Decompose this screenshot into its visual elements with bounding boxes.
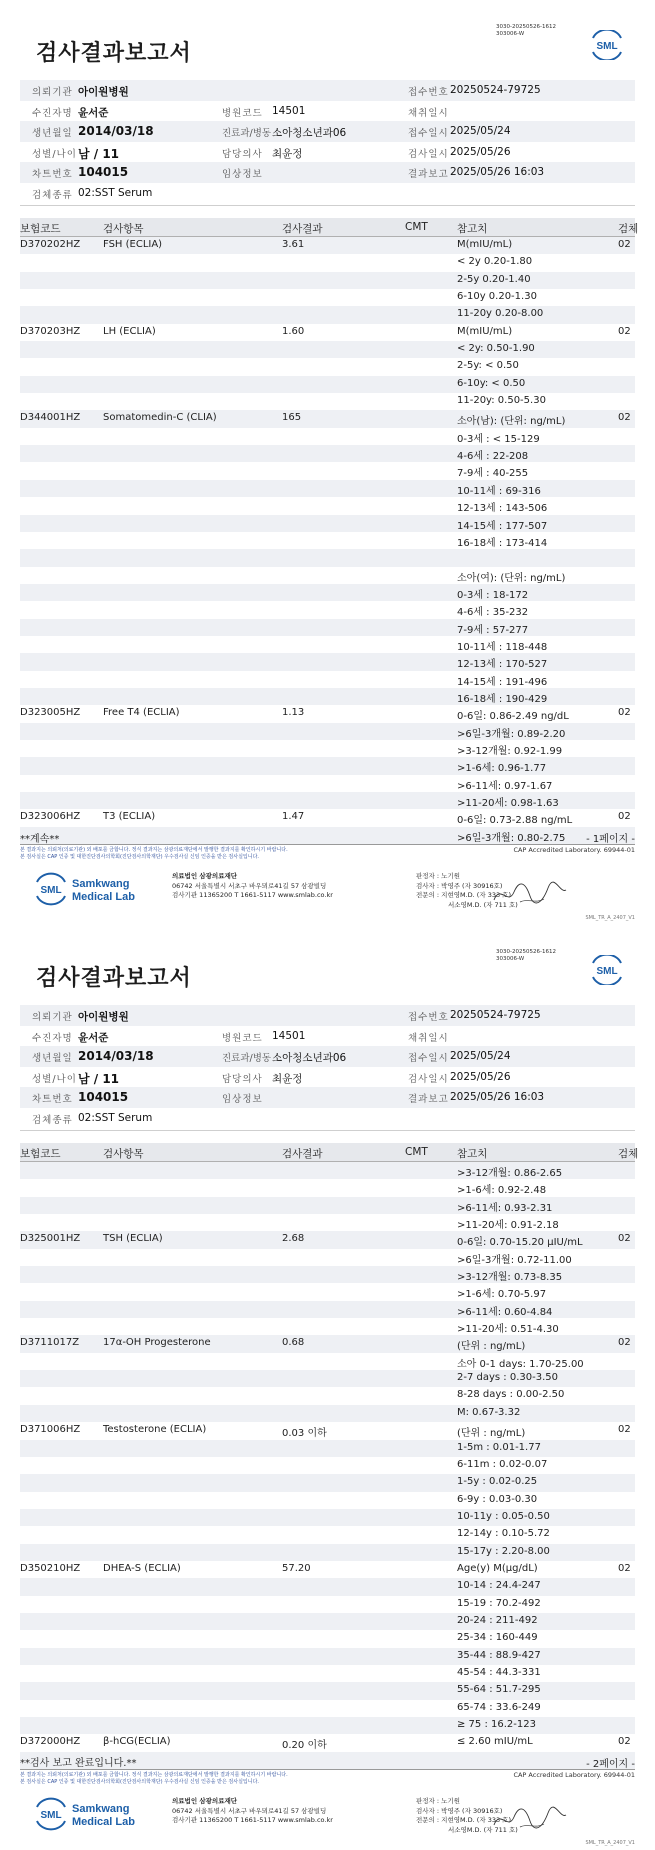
doctor-label: 담당의사 xyxy=(222,148,263,160)
table-row xyxy=(20,1179,635,1196)
table-row xyxy=(20,1648,635,1665)
table-row xyxy=(20,809,635,826)
received-label: 접수일시 xyxy=(408,128,449,139)
results-table xyxy=(20,237,635,844)
specimen-code: 02 xyxy=(618,325,631,337)
table-row xyxy=(20,1197,635,1214)
reference-range: 소아 0-1 days: 1.70-25.00 xyxy=(457,1358,584,1370)
reference-range: 14-15세 : 191-496 xyxy=(457,676,548,688)
table-row xyxy=(20,601,635,618)
receipt-no-label: 접수번호 xyxy=(408,1012,449,1023)
sml-logo-icon xyxy=(590,955,624,985)
table-row xyxy=(20,341,635,358)
footer-notes: 본 결과지는 의뢰처(의료기관) 외 배포를 금합니다. 정식 결과지는 삼광의료재단에서 발행한 결과지를 확인하시기 바랍니다. 본 검사실은 CAP 인증 및 대한진단검사의학회(진단검사의학재단) 우수검사실 신임 인증을 받은 검사실입니다. xyxy=(20,1772,288,1785)
reference-range: 10-11세 : 69-316 xyxy=(457,485,541,497)
table-row xyxy=(20,688,635,705)
table-row xyxy=(20,497,635,514)
report-footer xyxy=(20,830,635,921)
table-row xyxy=(20,792,635,809)
samkwang-logo-icon xyxy=(34,872,144,906)
table-row xyxy=(20,1370,635,1387)
reference-range: >6-11세: 0.97-1.67 xyxy=(457,780,553,792)
patient-label: 수진자명 xyxy=(32,107,73,119)
institution-label: 의뢰기관 xyxy=(32,87,73,98)
specimen-label: 검체종류 xyxy=(32,189,73,201)
table-row xyxy=(20,636,635,653)
institution-label: 의뢰기관 xyxy=(32,1012,73,1023)
divider xyxy=(20,205,635,206)
receipt-no-value: 20250524-79725 xyxy=(450,84,541,96)
footer-notes: 본 결과지는 의뢰처(의료기관) 외 배포를 금합니다. 정식 결과지는 삼광의료재단에서 발행한 결과지를 확인하시기 바랍니다. 본 검사실은 CAP 인증 및 대한진단검사의학회(진단검사의학재단) 우수검사실 신임 인증을 받은 검사실입니다. xyxy=(20,847,288,860)
reference-range: 6-10y 0.20-1.30 xyxy=(457,291,537,303)
test-code: D372000HZ xyxy=(20,1736,81,1748)
reference-range: 8-28 days : 0.00-2.50 xyxy=(457,1389,565,1401)
reference-range: 7-9세 : 40-255 xyxy=(457,468,529,480)
table-row xyxy=(20,1353,635,1370)
table-row xyxy=(20,1596,635,1613)
hosp-code-value: 14501 xyxy=(272,104,306,117)
svg-text:SML: SML xyxy=(40,885,62,896)
cap-accreditation: CAP Accredited Laboratory. 69944-01 xyxy=(513,846,635,854)
chart-value: 104015 xyxy=(78,1090,129,1104)
page-number: - 2페이지 - xyxy=(586,1759,635,1770)
reference-range: >6일-3개월: 0.80-2.75 xyxy=(457,832,566,844)
reference-range: 0-6일: 0.73-2.88 ng/mL xyxy=(457,815,573,827)
table-row xyxy=(20,1682,635,1699)
reference-range: 2-7 days : 0.30-3.50 xyxy=(457,1372,558,1384)
reference-range: (단위 : ng/mL) xyxy=(457,1428,526,1440)
svg-text:Samkwang: Samkwang xyxy=(72,1803,130,1815)
table-row xyxy=(20,306,635,323)
reported-value: 2025/05/26 16:03 xyxy=(450,166,545,178)
form-version: SML_TR_A_2407_V1 xyxy=(585,1840,635,1846)
test-code: D344001HZ xyxy=(20,412,81,424)
samkwang-logo xyxy=(34,1797,144,1835)
table-row xyxy=(20,480,635,497)
sex-age-label: 성별/나이 xyxy=(32,148,77,160)
table-row xyxy=(20,358,635,375)
results-header xyxy=(20,218,639,237)
report-footer xyxy=(20,1755,635,1846)
chart-label: 차트번호 xyxy=(32,1094,73,1105)
col-spec-header: 검체 xyxy=(618,1148,639,1160)
table-row xyxy=(20,1440,635,1457)
hosp-code-label: 병원코드 xyxy=(222,1032,263,1044)
reference-range: 10-14 : 24.4-247 xyxy=(457,1580,541,1592)
test-result: 1.13 xyxy=(282,707,305,719)
reference-range: 0-3세 : < 15-129 xyxy=(457,433,540,445)
table-row xyxy=(20,619,635,636)
table-row xyxy=(20,567,635,584)
table-row xyxy=(20,237,635,254)
specimen-code: 02 xyxy=(618,1562,631,1574)
reference-range: (단위 : ng/mL) xyxy=(457,1341,526,1353)
doc-code: 3030-20250526-1612 303006-W xyxy=(496,949,556,962)
test-code: **검사 보고 완료입니다.** xyxy=(20,1757,137,1769)
patient-info xyxy=(20,80,635,203)
table-row xyxy=(20,462,635,479)
reference-range: 소아(남): (단위: ng/mL) xyxy=(457,416,566,428)
test-result: 57.20 xyxy=(282,1562,311,1574)
reference-range: 소아(여): (단위: ng/mL) xyxy=(457,572,566,584)
sex-age-value: 남 / 11 xyxy=(78,146,120,161)
table-row xyxy=(20,289,635,306)
signatures: 판정자 : 노기원 검사자 : 박영주 (자 30916호) 전문의 : 지현영M.D. (자 333 호) 서소영M.D. (자 711 호) xyxy=(416,872,518,909)
collect-label: 채취일시 xyxy=(408,1032,449,1044)
table-row xyxy=(20,1544,635,1561)
reference-range: 12-13세 : 170-527 xyxy=(457,659,548,671)
sml-logo-icon xyxy=(590,30,624,60)
signature-icon xyxy=(490,880,570,908)
table-row xyxy=(20,445,635,462)
reference-range: 16-18세 : 173-414 xyxy=(457,537,548,549)
table-row xyxy=(20,705,635,722)
reference-range: >6일-3개월: 0.89-2.20 xyxy=(457,728,566,740)
svg-text:SML: SML xyxy=(596,41,618,52)
reference-range: 0-3세 : 18-172 xyxy=(457,589,529,601)
reported-label: 결과보고 xyxy=(408,1094,449,1105)
tested-value: 2025/05/26 xyxy=(450,145,511,158)
table-row xyxy=(20,1509,635,1526)
specimen-label: 검체종류 xyxy=(32,1114,73,1126)
divider xyxy=(20,1130,635,1131)
reference-range: 14-15세 : 177-507 xyxy=(457,520,548,532)
table-row xyxy=(20,532,635,549)
test-name: Testosterone (ECLIA) xyxy=(103,1424,207,1436)
received-value: 2025/05/24 xyxy=(450,125,511,137)
footer-divider xyxy=(20,844,635,845)
table-row xyxy=(20,1630,635,1647)
report-title: 검사결과보고서 xyxy=(36,41,192,66)
test-code: D323006HZ xyxy=(20,811,81,823)
reference-range: 10-11세 : 118-448 xyxy=(457,641,548,653)
reference-range: 0-6일: 0.86-2.49 ng/dL xyxy=(457,711,569,723)
test-name: TSH (ECLIA) xyxy=(103,1233,163,1245)
table-row xyxy=(20,1613,635,1630)
received-label: 접수일시 xyxy=(408,1053,449,1064)
table-row xyxy=(20,723,635,740)
table-row xyxy=(20,1700,635,1717)
table-row xyxy=(20,1526,635,1543)
table-row xyxy=(20,1474,635,1491)
institution-value: 아이원병원 xyxy=(78,86,129,98)
test-result: 0.68 xyxy=(282,1337,305,1349)
col-result-header: 검사결과 xyxy=(282,223,323,235)
reference-range: 2-5y: < 0.50 xyxy=(457,360,519,372)
specimen-code: 02 xyxy=(618,707,631,719)
specimen-code: 02 xyxy=(618,1337,631,1349)
reference-range: 15-19 : 70.2-492 xyxy=(457,1597,541,1609)
reference-range: >3-12개월: 0.86-2.65 xyxy=(457,1168,563,1179)
reference-range: 7-9세 : 57-277 xyxy=(457,624,529,636)
test-code: D323005HZ xyxy=(20,707,81,719)
specimen-code: 02 xyxy=(618,811,631,823)
svg-text:Medical Lab: Medical Lab xyxy=(72,1816,135,1828)
reference-range: >3-12개월: 0.73-8.35 xyxy=(457,1272,563,1284)
table-row xyxy=(20,1387,635,1404)
clinical-label: 임상정보 xyxy=(222,1094,263,1105)
dept-value: 소아청소년과06 xyxy=(272,1052,347,1064)
tested-value: 2025/05/26 xyxy=(450,1070,511,1083)
reference-range: 55-64 : 51.7-295 xyxy=(457,1684,541,1696)
table-row xyxy=(20,1335,635,1352)
reference-range: 6-10y: < 0.50 xyxy=(457,377,526,389)
reference-range: 11-20y 0.20-8.00 xyxy=(457,308,544,320)
test-name: 17α-OH Progesterone xyxy=(103,1337,211,1349)
test-code: D370202HZ xyxy=(20,239,81,250)
table-row xyxy=(20,515,635,532)
reference-range: 35-44 : 88.9-427 xyxy=(457,1649,541,1661)
results-header xyxy=(20,1143,639,1162)
test-name: β-hCG(ECLIA) xyxy=(103,1736,171,1748)
test-name: Free T4 (ECLIA) xyxy=(103,707,180,719)
reference-range: < 2y 0.20-1.80 xyxy=(457,256,533,268)
tested-label: 검사일시 xyxy=(408,148,449,160)
test-code: D3711017Z xyxy=(20,1337,80,1349)
reference-range: ≥ 75 : 16.2-123 xyxy=(457,1719,536,1730)
test-name: DHEA-S (ECLIA) xyxy=(103,1562,181,1574)
table-row xyxy=(20,272,635,289)
dept-label: 진료과/병동 xyxy=(222,1053,272,1064)
test-name: FSH (ECLIA) xyxy=(103,239,163,250)
results-table xyxy=(20,1162,635,1769)
form-version: SML_TR_A_2407_V1 xyxy=(585,915,635,921)
reference-range: >3-12개월: 0.92-1.99 xyxy=(457,745,563,757)
table-row xyxy=(20,1301,635,1318)
reported-value: 2025/05/26 16:03 xyxy=(450,1091,545,1103)
table-row xyxy=(20,1405,635,1422)
table-row xyxy=(20,653,635,670)
sex-age-label: 성별/나이 xyxy=(32,1073,77,1085)
table-row xyxy=(20,1266,635,1283)
institution-value: 아이원병원 xyxy=(78,1011,129,1023)
col-cmt-header: CMT xyxy=(405,1146,428,1158)
reference-range: 4-6세 : 35-232 xyxy=(457,607,529,619)
col-spec-header: 검체 xyxy=(618,223,639,235)
test-result: 0.20 이하 xyxy=(282,1740,327,1752)
reference-range: 12-14y : 0.10-5.72 xyxy=(457,1528,550,1540)
table-row xyxy=(20,254,635,271)
reference-range: >11-20세: 0.91-2.18 xyxy=(457,1220,559,1232)
signature-icon xyxy=(490,1805,570,1833)
sex-age-value: 남 / 11 xyxy=(78,1071,120,1086)
lab-address: 의료법인 삼광의료재단 06742 서울특별시 서초구 바우뫼로41길 57 삼광빌딩 검사기관 11365200 T 1661-5117 www.smlab.co.kr xyxy=(172,1797,333,1824)
reference-range: 12-13세 : 143-506 xyxy=(457,503,548,515)
table-row xyxy=(20,1318,635,1335)
table-row xyxy=(20,324,635,341)
patient-value: 윤서준 xyxy=(78,1031,109,1044)
reference-range: M: 0.67-3.32 xyxy=(457,1406,521,1418)
table-row xyxy=(20,549,635,566)
footer-divider xyxy=(20,1769,635,1770)
doctor-value: 최윤정 xyxy=(272,1072,303,1085)
dob-value: 2014/03/18 xyxy=(78,1049,154,1063)
test-result: 1.47 xyxy=(282,811,305,823)
reference-range: >1-6세: 0.92-2.48 xyxy=(457,1185,547,1197)
table-row xyxy=(20,1457,635,1474)
test-result: 165 xyxy=(282,412,302,424)
patient-label: 수진자명 xyxy=(32,1032,73,1044)
cap-accreditation: CAP Accredited Laboratory. 69944-01 xyxy=(513,1771,635,1779)
reference-range: >6-11세: 0.93-2.31 xyxy=(457,1202,553,1214)
dob-label: 생년월일 xyxy=(32,1053,73,1064)
test-result: 0.03 이하 xyxy=(282,1428,327,1440)
svg-text:SML: SML xyxy=(596,966,618,977)
reference-range: 0-6일: 0.70-15.20 μIU/mL xyxy=(457,1237,583,1249)
test-code: D325001HZ xyxy=(20,1233,81,1245)
reference-range: 4-6세 : 22-208 xyxy=(457,451,529,463)
table-row xyxy=(20,740,635,757)
report-title: 검사결과보고서 xyxy=(36,966,192,991)
reference-range: M(mIU/mL) xyxy=(457,325,513,337)
reference-range: >11-20세: 0.98-1.63 xyxy=(457,798,559,809)
reference-range: 10-11y : 0.05-0.50 xyxy=(457,1510,550,1522)
svg-text:Samkwang: Samkwang xyxy=(72,878,130,890)
hosp-code-label: 병원코드 xyxy=(222,107,263,119)
table-row xyxy=(20,1561,635,1578)
svg-text:SML: SML xyxy=(40,1810,62,1821)
reference-range: >1-6세: 0.96-1.77 xyxy=(457,763,547,775)
table-row xyxy=(20,1578,635,1595)
table-row xyxy=(20,393,635,410)
samkwang-logo xyxy=(34,872,144,910)
reference-range: 1-5y : 0.02-0.25 xyxy=(457,1476,538,1488)
reference-range: 45-54 : 44.3-331 xyxy=(457,1666,541,1678)
reference-range: 6-9y : 0.03-0.30 xyxy=(457,1493,538,1505)
specimen-code: 02 xyxy=(618,1233,631,1245)
col-code-header: 보험코드 xyxy=(20,223,61,235)
reference-range: 11-20y: 0.50-5.30 xyxy=(457,395,546,407)
svg-text:Medical Lab: Medical Lab xyxy=(72,891,135,903)
doc-code: 3030-20250526-1612 303006-W xyxy=(496,24,556,37)
patient-info xyxy=(20,1005,635,1128)
dept-label: 진료과/병동 xyxy=(222,128,272,139)
test-name: Somatomedin-C (CLIA) xyxy=(103,412,217,424)
specimen-code: 02 xyxy=(618,1736,631,1748)
chart-value: 104015 xyxy=(78,165,129,179)
specimen-value: 02:SST Serum xyxy=(78,186,153,199)
clinical-label: 임상정보 xyxy=(222,169,263,180)
receipt-no-label: 접수번호 xyxy=(408,87,449,98)
table-row xyxy=(20,584,635,601)
reference-range: ≤ 2.60 mIU/mL xyxy=(457,1736,533,1748)
table-row xyxy=(20,671,635,688)
table-row xyxy=(20,1734,635,1751)
col-name-header: 검사항목 xyxy=(103,223,144,235)
collect-label: 채취일시 xyxy=(408,107,449,119)
receipt-no-value: 20250524-79725 xyxy=(450,1009,541,1021)
test-name: T3 (ECLIA) xyxy=(103,811,156,823)
col-ref-header: 참고치 xyxy=(457,1148,488,1160)
table-row xyxy=(20,1422,635,1439)
col-cmt-header: CMT xyxy=(405,221,428,233)
received-value: 2025/05/24 xyxy=(450,1050,511,1062)
chart-label: 차트번호 xyxy=(32,169,73,180)
reference-range: 6-11m : 0.02-0.07 xyxy=(457,1458,548,1470)
reference-range: 2-5y 0.20-1.40 xyxy=(457,273,531,285)
signatures: 판정자 : 노기원 검사자 : 박영주 (자 30916호) 전문의 : 지현영M.D. (자 333 호) 서소영M.D. (자 711 호) xyxy=(416,1797,518,1834)
hosp-code-value: 14501 xyxy=(272,1029,306,1042)
specimen-value: 02:SST Serum xyxy=(78,1111,153,1124)
table-row xyxy=(20,757,635,774)
test-code: D371006HZ xyxy=(20,1424,81,1436)
specimen-code: 02 xyxy=(618,412,631,424)
specimen-code: 02 xyxy=(618,1424,631,1436)
table-row xyxy=(20,1214,635,1231)
continue-label: **계속** xyxy=(20,834,60,845)
table-row xyxy=(20,428,635,445)
reference-range: Age(y) M(μg/dL) xyxy=(457,1562,538,1574)
table-row xyxy=(20,1231,635,1248)
dept-value: 소아청소년과06 xyxy=(272,127,347,139)
table-row xyxy=(20,1492,635,1509)
dob-value: 2014/03/18 xyxy=(78,124,154,138)
dob-label: 생년월일 xyxy=(32,128,73,139)
reference-range: 16-18세 : 190-429 xyxy=(457,693,548,705)
table-row xyxy=(20,775,635,792)
test-result: 2.68 xyxy=(282,1233,305,1245)
table-row xyxy=(20,376,635,393)
reference-range: >1-6세: 0.70-5.97 xyxy=(457,1289,547,1301)
doctor-label: 담당의사 xyxy=(222,1073,263,1085)
reference-range: 1-5m : 0.01-1.77 xyxy=(457,1441,541,1453)
reference-range: >6-11세: 0.60-4.84 xyxy=(457,1306,553,1318)
samkwang-logo-icon xyxy=(34,1797,144,1831)
reference-range: 65-74 : 33.6-249 xyxy=(457,1701,541,1713)
col-code-header: 보험코드 xyxy=(20,1148,61,1160)
reference-range: 25-34 : 160-449 xyxy=(457,1632,538,1644)
specimen-code: 02 xyxy=(618,239,631,250)
patient-value: 윤서준 xyxy=(78,106,109,119)
reference-range: 20-24 : 211-492 xyxy=(457,1614,538,1626)
reference-range: M(mIU/mL) xyxy=(457,239,513,250)
col-name-header: 검사항목 xyxy=(103,1148,144,1160)
lab-address: 의료법인 삼광의료재단 06742 서울특별시 서초구 바우뫼로41길 57 삼광빌딩 검사기관 11365200 T 1661-5117 www.smlab.co.kr xyxy=(172,872,333,899)
reference-range: 15-17y : 2.20-8.00 xyxy=(457,1545,550,1557)
test-code: D350210HZ xyxy=(20,1562,81,1574)
report-page xyxy=(0,925,655,1850)
reference-range: >11-20세: 0.51-4.30 xyxy=(457,1324,559,1336)
table-row xyxy=(20,1162,635,1179)
col-result-header: 검사결과 xyxy=(282,1148,323,1160)
reference-range: < 2y: 0.50-1.90 xyxy=(457,343,535,355)
test-name: LH (ECLIA) xyxy=(103,325,156,337)
tested-label: 검사일시 xyxy=(408,1073,449,1085)
table-row xyxy=(20,410,635,427)
table-row xyxy=(20,1665,635,1682)
table-row xyxy=(20,1249,635,1266)
table-row xyxy=(20,1717,635,1734)
page-number: - 1페이지 - xyxy=(586,834,635,845)
reference-range: >6일-3개월: 0.72-11.00 xyxy=(457,1254,572,1266)
table-row xyxy=(20,1283,635,1300)
doctor-value: 최윤정 xyxy=(272,147,303,160)
test-result: 3.61 xyxy=(282,239,305,250)
test-code: D370203HZ xyxy=(20,325,81,337)
test-result: 1.60 xyxy=(282,325,305,337)
col-ref-header: 참고치 xyxy=(457,223,488,235)
reported-label: 결과보고 xyxy=(408,169,449,180)
